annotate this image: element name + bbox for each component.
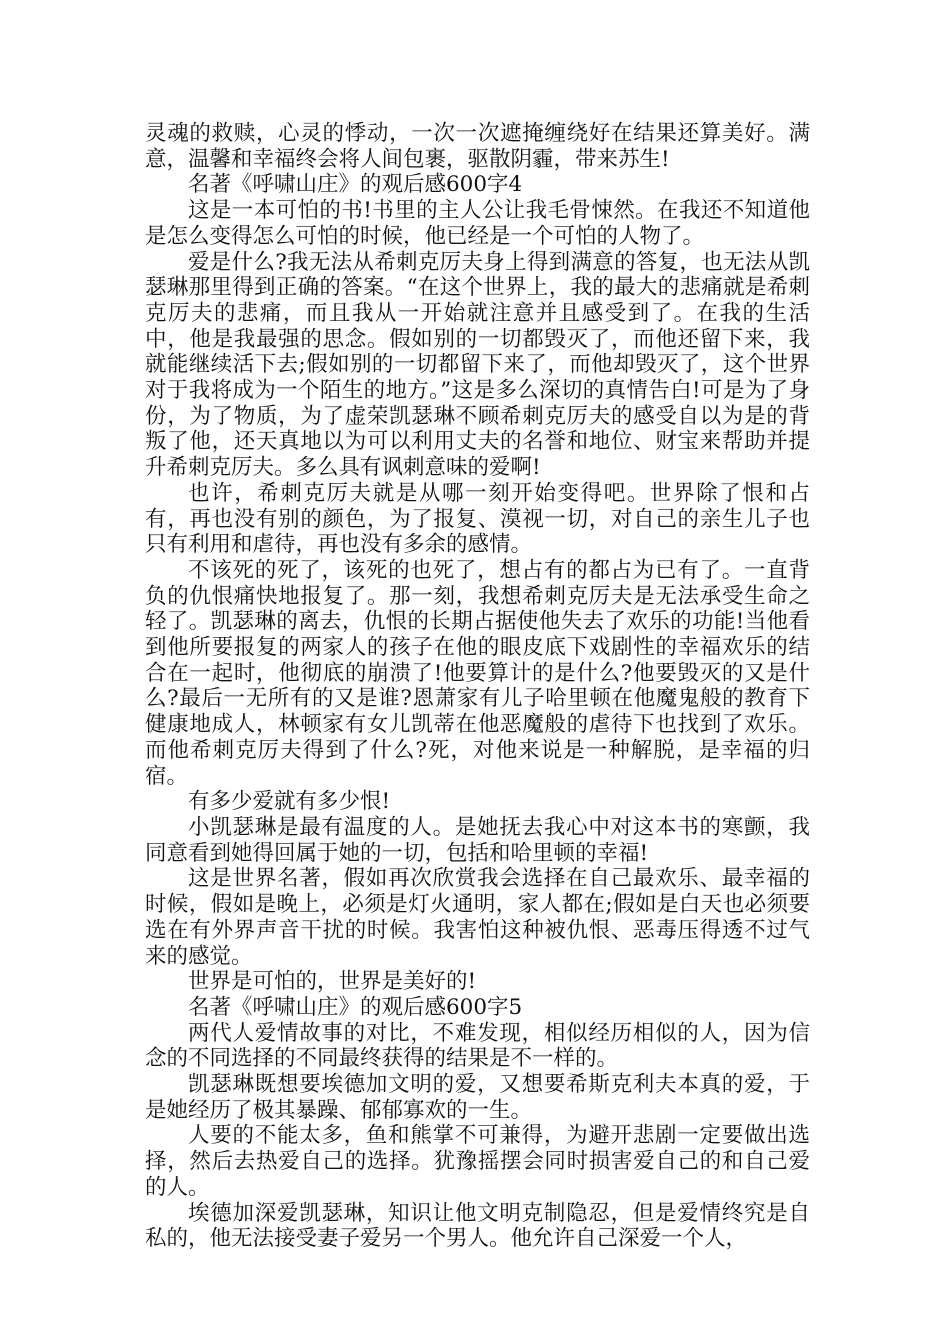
- paragraph: 人要的不能太多，鱼和熊掌不可兼得，为避开悲剧一定要做出选择，然后去热爱自己的选择。犹豫摇摆会同时损害爱自己的和自己爱的人。: [145, 1123, 810, 1200]
- document-page: [145, 121, 810, 1252]
- section-heading-5: 名著《呼啸山庄》的观后感600字5: [188, 994, 523, 1020]
- paragraph: 也许，希刺克厉夫就是从哪一刻开始变得吧。世界除了恨和占有，再也没有别的颜色，为了报复、漠视一切，对自己的亲生儿子也只有利用和虐待，再也没有多余的感情。: [145, 480, 810, 558]
- paragraph: 凯瑟琳既想要埃德加文明的爱，又想要希斯克利夫本真的爱，于是她经历了极其暴躁、郁郁寡欢的一生。: [145, 1072, 810, 1123]
- paragraph-continued: 灵魂的救赎，心灵的悸动，一次一次遮掩缠绕好在结果还算美好。满意，温馨和幸福终会将人间包裹，驱散阴霾，带来苏生!: [145, 121, 810, 172]
- paragraph: 不该死的死了，该死的也死了，想占有的都占为已有了。一直背负的仇恨痛快地报复了。那一刻，我想希刺克厉夫是无法承受生命之轻了。凯瑟琳的离去，仇恨的长期占据使他失去了欢乐的功能!当他看到他所要报复的两家人的孩子在他的眼皮底下戏剧性的幸福欢乐的结合在一起时，他彻底的崩溃了!他要算计的是什么?他要毁灭的又是什么?最后一无所有的又是谁?恩萧家有儿子哈里顿在他魔鬼般的教育下健康地成人，林顿家有女儿凯蒂在他恶魔般的虐待下也找到了欢乐。而他希刺克厉夫得到了什么?死，对他来说是一种解脱，是幸福的归宿。: [145, 557, 810, 789]
- paragraph: 这是一本可怕的书!书里的主人公让我毛骨悚然。在我还不知道他是怎么变得怎么可怕的时候，他已经是一个可怕的人物了。: [145, 198, 810, 249]
- paragraph: 埃德加深爱凯瑟琳，知识让他文明克制隐忍，但是爱情终究是自私的，他无法接受妻子爱另一个男人。他允许自己深爱一个人，: [145, 1200, 810, 1252]
- paragraph: 两代人爱情故事的对比，不难发现，相似经历相似的人，因为信念的不同选择的不同最终获得的结果是不一样的。: [145, 1020, 810, 1072]
- paragraph: 这是世界名著，假如再次欣赏我会选择在自己最欢乐、最幸福的时候，假如是晚上，必须是灯火通明，家人都在;假如是白天也必须要选在有外界声音干扰的时候。我害怕这种被仇恨、恶毒压得透不过气来的感觉。: [145, 866, 810, 969]
- paragraph: 爱是什么?我无法从希刺克厉夫身上得到满意的答复，也无法从凯瑟琳那里得到正确的答案。“在这个世界上，我的最大的悲痛就是希刺克厉夫的悲痛，而且我从一开始就注意并且感受到了。在我的生活中，他是我最强的思念。假如别的一切都毁灭了，而他还留下来，我就能继续活下去;假如别的一切都留下来了，而他却毁灭了，这个世界对于我将成为一个陌生的地方。”这是多么深切的真情告白!可是为了身份，为了物质，为了虚荣凯瑟琳不顾希刺克厉夫的感受自以为是的背叛了他，还天真地以为可以利用丈夫的名誉和地位、财宝来帮助并提升希刺克厉夫。多么具有讽刺意味的爱啊!: [145, 249, 810, 481]
- paragraph: 小凯瑟琳是最有温度的人。是她抚去我心中对这本书的寒颤，我同意看到她得回属于她的一切，包括和哈里顿的幸福!: [145, 814, 810, 866]
- section-heading-4: 名著《呼啸山庄》的观后感600字4: [188, 172, 523, 198]
- paragraph: 有多少爱就有多少恨!: [188, 789, 391, 815]
- paragraph: 世界是可怕的，世界是美好的!: [188, 969, 477, 995]
